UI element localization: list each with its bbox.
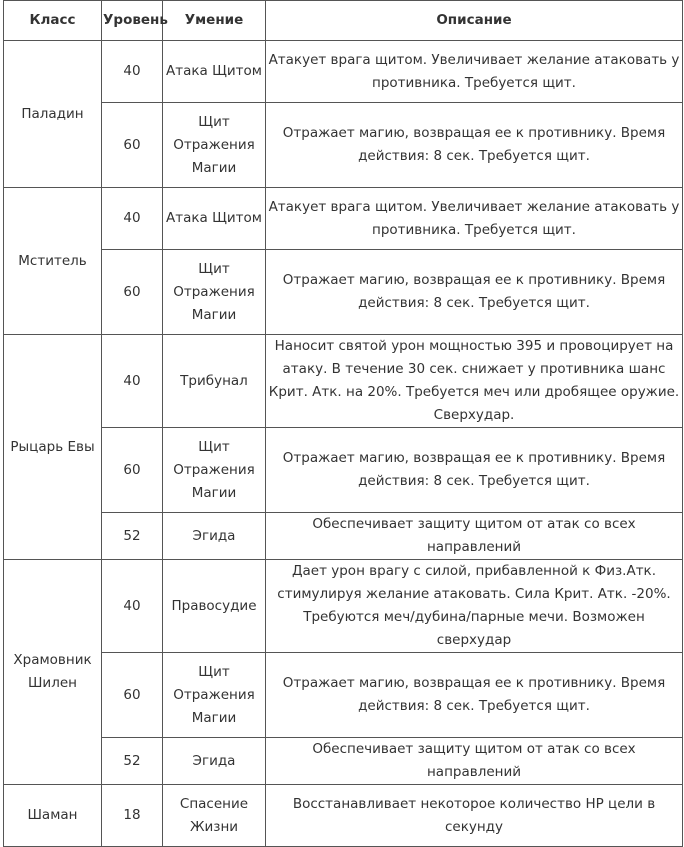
description-cell: Атакует врага щитом. Увеличивает желание атаковать у противника. Требуется щит. — [266, 188, 683, 250]
skill-cell: Щит Отражения Магии — [163, 250, 266, 335]
level-cell: 60 — [102, 250, 163, 335]
level-cell: 18 — [102, 785, 163, 847]
level-cell: 60 — [102, 428, 163, 513]
table-row — [4, 250, 683, 335]
level-cell: 40 — [102, 188, 163, 250]
level-cell: 60 — [102, 103, 163, 188]
skill-cell: Эгида — [163, 513, 266, 560]
header-skill: Умение — [163, 1, 266, 41]
skill-cell: Спасение Жизни — [163, 785, 266, 847]
skill-cell: Щит Отражения Магии — [163, 428, 266, 513]
table-row — [4, 513, 683, 560]
table-row — [4, 428, 683, 513]
table-row — [4, 41, 683, 103]
skill-cell: Атака Щитом — [163, 188, 266, 250]
description-cell: Отражает магию, возвращая ее к противнику. Время действия: 8 сек. Требуется щит. — [266, 250, 683, 335]
skill-cell: Правосудие — [163, 560, 266, 653]
description-cell: Отражает магию, возвращая ее к противнику. Время действия: 8 сек. Требуется щит. — [266, 428, 683, 513]
description-cell: Восстанавливает некоторое количество HP цели в секунду — [266, 785, 683, 847]
header-description: Описание — [266, 1, 683, 41]
table-row — [4, 560, 683, 653]
header-level: Уровень — [102, 1, 163, 41]
description-cell: Отражает магию, возвращая ее к противнику. Время действия: 8 сек. Требуется щит. — [266, 103, 683, 188]
level-cell: 40 — [102, 41, 163, 103]
skill-cell: Трибунал — [163, 335, 266, 428]
level-cell: 52 — [102, 513, 163, 560]
table-row — [4, 335, 683, 428]
header-row — [4, 1, 683, 41]
level-cell: 52 — [102, 738, 163, 785]
header-class: Класс — [4, 1, 102, 41]
level-cell: 40 — [102, 335, 163, 428]
skill-cell: Щит Отражения Магии — [163, 653, 266, 738]
class-cell: Рыцарь Евы — [4, 335, 102, 560]
table-row — [4, 785, 683, 847]
skill-cell: Эгида — [163, 738, 266, 785]
skills-table — [3, 0, 683, 847]
table-row — [4, 103, 683, 188]
level-cell: 60 — [102, 653, 163, 738]
table-row — [4, 738, 683, 785]
table-row — [4, 653, 683, 738]
class-cell: Паладин — [4, 41, 102, 188]
level-cell: 40 — [102, 560, 163, 653]
description-cell: Наносит святой урон мощностью 395 и провоцирует на атаку. В течение 30 сек. снижает у противника шанс Крит. Атк. на 20%. Требуется меч или дробящее оружие. Сверхудар. — [266, 335, 683, 428]
description-cell: Отражает магию, возвращая ее к противнику. Время действия: 8 сек. Требуется щит. — [266, 653, 683, 738]
class-cell: Храмовник Шилен — [4, 560, 102, 785]
description-cell: Обеспечивает защиту щитом от атак со всех направлений — [266, 738, 683, 785]
table-row — [4, 188, 683, 250]
description-cell: Обеспечивает защиту щитом от атак со всех направлений — [266, 513, 683, 560]
skill-cell: Щит Отражения Магии — [163, 103, 266, 188]
class-cell: Мститель — [4, 188, 102, 335]
description-cell: Атакует врага щитом. Увеличивает желание атаковать у противника. Требуется щит. — [266, 41, 683, 103]
description-cell: Дает урон врагу с силой, прибавленной к Физ.Атк. стимулируя желание атаковать. Сила Крит. Атк. -20%. Требуются меч/дубина/парные мечи. Возможен сверхудар — [266, 560, 683, 653]
class-cell: Шаман — [4, 785, 102, 847]
skill-cell: Атака Щитом — [163, 41, 266, 103]
